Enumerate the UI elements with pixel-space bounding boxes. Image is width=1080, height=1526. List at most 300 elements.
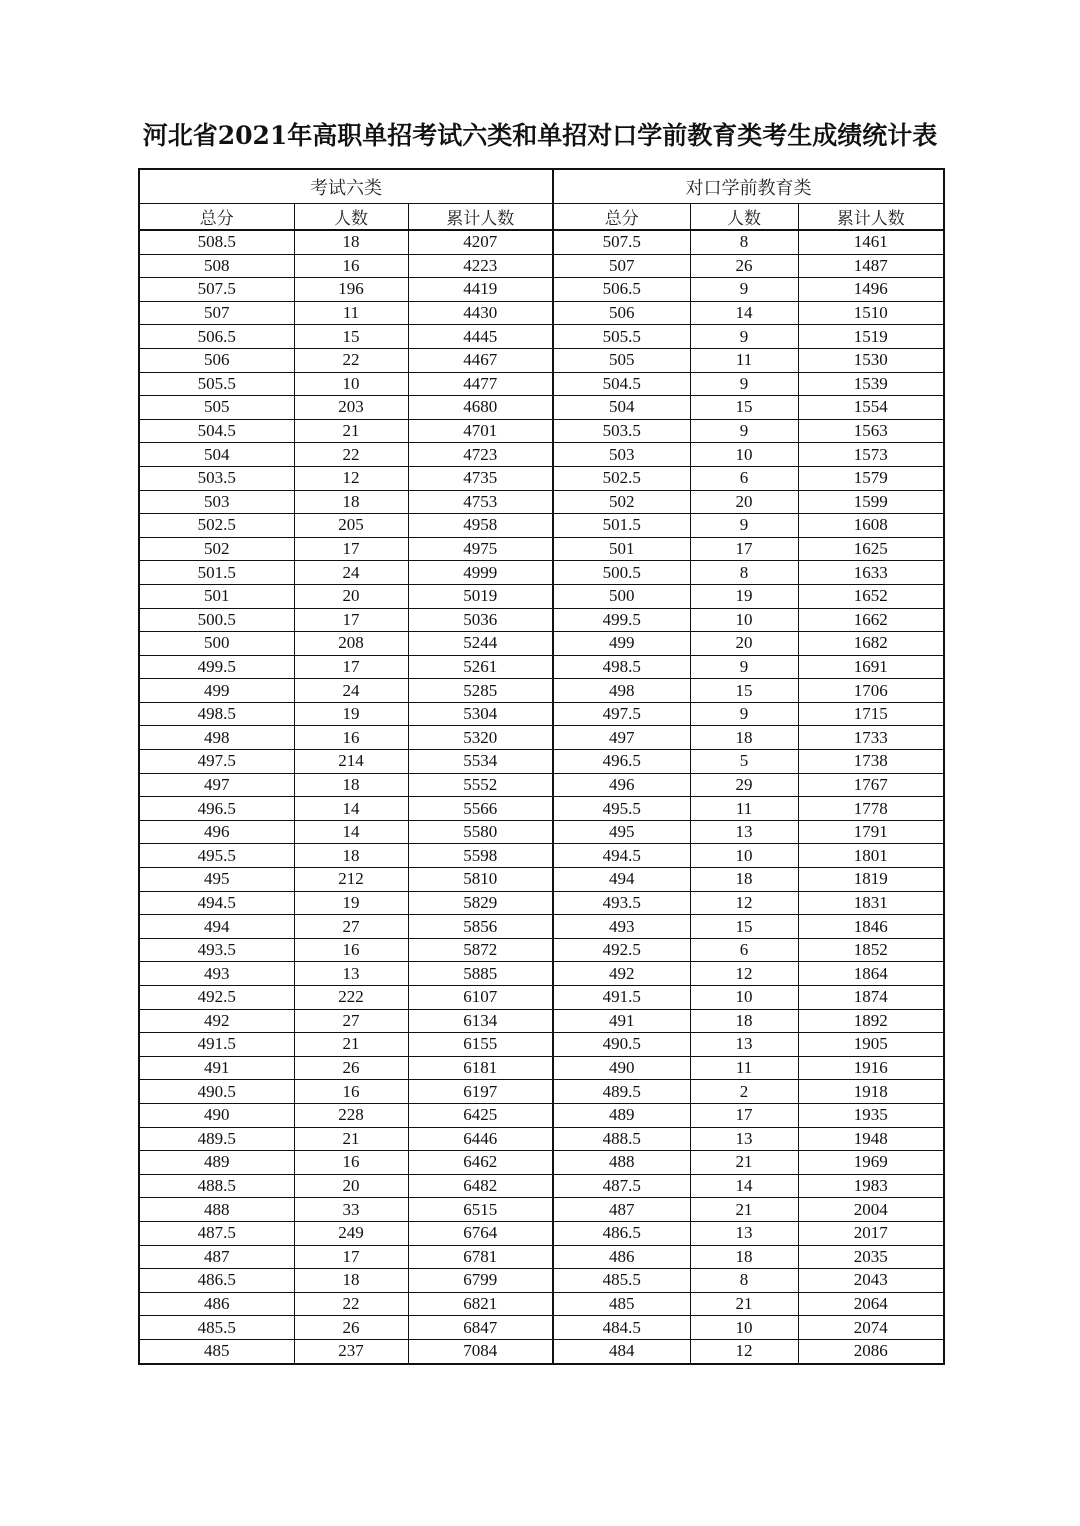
count-cell: 11 [690,348,798,372]
total-score-cell: 488 [139,1198,294,1222]
cumulative-cell: 1496 [798,278,944,302]
table-row [139,938,944,962]
table-row [139,773,944,797]
count-cell: 29 [690,773,798,797]
total-score-cell: 488.5 [139,1174,294,1198]
table-row [139,915,944,939]
count-cell: 14 [294,820,408,844]
total-score-cell: 492.5 [553,938,690,962]
count-cell: 237 [294,1339,408,1363]
table-row [139,1080,944,1104]
count-cell: 17 [294,1245,408,1269]
cumulative-cell: 1864 [798,962,944,986]
count-cell: 17 [294,537,408,561]
total-score-cell: 498.5 [553,655,690,679]
cumulative-cell: 6764 [408,1221,553,1245]
cumulative-cell: 5019 [408,584,553,608]
total-score-cell: 489.5 [553,1080,690,1104]
cumulative-cell: 1608 [798,514,944,538]
table-row [139,561,944,585]
total-score-cell: 497.5 [139,750,294,774]
cumulative-cell: 1461 [798,230,944,254]
table-row [139,1269,944,1293]
column-header-cumulative: 累计人数 [798,204,944,231]
cumulative-cell: 5566 [408,797,553,821]
table-row [139,891,944,915]
count-cell: 13 [690,1033,798,1057]
total-score-cell: 491 [139,1056,294,1080]
count-cell: 12 [690,1339,798,1363]
count-cell: 21 [690,1151,798,1175]
total-score-cell: 496.5 [139,797,294,821]
column-header-total-score: 总分 [553,204,690,231]
cumulative-cell: 1625 [798,537,944,561]
cumulative-cell: 4445 [408,325,553,349]
cumulative-cell: 1530 [798,348,944,372]
table-row [139,466,944,490]
table-row [139,750,944,774]
total-score-cell: 487.5 [553,1174,690,1198]
total-score-cell: 505 [139,396,294,420]
count-cell: 18 [690,1245,798,1269]
total-score-cell: 484 [553,1339,690,1363]
total-score-cell: 495.5 [553,797,690,821]
count-cell: 26 [294,1316,408,1340]
count-cell: 11 [690,797,798,821]
total-score-cell: 503 [139,490,294,514]
count-cell: 10 [690,986,798,1010]
cumulative-cell: 1573 [798,443,944,467]
count-cell: 15 [690,915,798,939]
table-row [139,396,944,420]
count-cell: 8 [690,1269,798,1293]
total-score-cell: 493 [139,962,294,986]
cumulative-cell: 4999 [408,561,553,585]
cumulative-cell: 4223 [408,254,553,278]
total-score-cell: 486.5 [553,1221,690,1245]
count-cell: 10 [690,608,798,632]
count-cell: 21 [294,419,408,443]
cumulative-cell: 1892 [798,1009,944,1033]
total-score-cell: 500.5 [139,608,294,632]
group-header-six-categories: 考试六类 [139,169,553,204]
table-row [139,962,944,986]
cumulative-cell: 1652 [798,584,944,608]
count-cell: 212 [294,868,408,892]
cumulative-cell: 1767 [798,773,944,797]
table-row [139,655,944,679]
cumulative-cell: 6462 [408,1151,553,1175]
cumulative-cell: 1969 [798,1151,944,1175]
group-header-preschool-education: 对口学前教育类 [553,169,944,204]
cumulative-cell: 5285 [408,679,553,703]
total-score-cell: 490 [553,1056,690,1080]
cumulative-cell: 4701 [408,419,553,443]
cumulative-cell: 6181 [408,1056,553,1080]
table-row [139,632,944,656]
table-body [139,230,944,1364]
count-cell: 10 [690,1316,798,1340]
total-score-cell: 497 [553,726,690,750]
cumulative-cell: 6781 [408,1245,553,1269]
count-cell: 10 [690,844,798,868]
total-score-cell: 497 [139,773,294,797]
table-row [139,1339,944,1363]
total-score-cell: 502 [553,490,690,514]
count-cell: 222 [294,986,408,1010]
cumulative-cell: 1935 [798,1103,944,1127]
table-row [139,230,944,254]
count-cell: 16 [294,938,408,962]
count-cell: 27 [294,1009,408,1033]
total-score-cell: 507.5 [553,230,690,254]
table-row [139,868,944,892]
cumulative-cell: 1983 [798,1174,944,1198]
count-cell: 16 [294,1080,408,1104]
cumulative-cell: 6847 [408,1316,553,1340]
total-score-cell: 497.5 [553,702,690,726]
cumulative-cell: 1916 [798,1056,944,1080]
count-cell: 21 [690,1292,798,1316]
cumulative-cell: 1905 [798,1033,944,1057]
total-score-cell: 506.5 [139,325,294,349]
count-cell: 20 [690,490,798,514]
total-score-cell: 505.5 [553,325,690,349]
cumulative-cell: 4207 [408,230,553,254]
total-score-cell: 499 [139,679,294,703]
count-cell: 9 [690,702,798,726]
total-score-cell: 494 [553,868,690,892]
column-header-count: 人数 [690,204,798,231]
table-row [139,537,944,561]
total-score-cell: 495.5 [139,844,294,868]
count-cell: 8 [690,230,798,254]
total-score-cell: 489.5 [139,1127,294,1151]
count-cell: 20 [294,1174,408,1198]
count-cell: 14 [690,1174,798,1198]
total-score-cell: 485.5 [553,1269,690,1293]
total-score-cell: 503 [553,443,690,467]
total-score-cell: 493 [553,915,690,939]
count-cell: 12 [294,466,408,490]
cumulative-cell: 1579 [798,466,944,490]
table-row [139,1316,944,1340]
count-cell: 24 [294,679,408,703]
total-score-cell: 485 [139,1339,294,1363]
total-score-cell: 487 [553,1198,690,1222]
total-score-cell: 498 [553,679,690,703]
table-row [139,1103,944,1127]
total-score-cell: 502.5 [139,514,294,538]
cumulative-cell: 5598 [408,844,553,868]
total-score-cell: 491 [553,1009,690,1033]
total-score-cell: 499.5 [553,608,690,632]
count-cell: 19 [690,584,798,608]
table-row [139,1033,944,1057]
score-statistics-table [138,168,945,1365]
cumulative-cell: 1633 [798,561,944,585]
count-cell: 17 [294,608,408,632]
count-cell: 205 [294,514,408,538]
count-cell: 24 [294,561,408,585]
count-cell: 19 [294,891,408,915]
count-cell: 228 [294,1103,408,1127]
table-row [139,443,944,467]
table-row [139,419,944,443]
count-cell: 14 [294,797,408,821]
table-row [139,1009,944,1033]
total-score-cell: 508.5 [139,230,294,254]
cumulative-cell: 1819 [798,868,944,892]
count-cell: 18 [294,1269,408,1293]
total-score-cell: 487 [139,1245,294,1269]
count-cell: 13 [690,1127,798,1151]
count-cell: 18 [690,1009,798,1033]
total-score-cell: 492 [139,1009,294,1033]
table-row [139,490,944,514]
cumulative-cell: 1778 [798,797,944,821]
cumulative-cell: 6821 [408,1292,553,1316]
total-score-cell: 486.5 [139,1269,294,1293]
column-header-row [139,204,944,231]
cumulative-cell: 1487 [798,254,944,278]
count-cell: 11 [294,301,408,325]
cumulative-cell: 5552 [408,773,553,797]
table-row [139,608,944,632]
total-score-cell: 491.5 [139,1033,294,1057]
table-row [139,797,944,821]
document-title: 河北省2021年高职单招考试六类和单招对口学前教育类考生成绩统计表 [142,121,938,150]
cumulative-cell: 1801 [798,844,944,868]
cumulative-cell: 4467 [408,348,553,372]
count-cell: 26 [690,254,798,278]
cumulative-cell: 5580 [408,820,553,844]
total-score-cell: 505 [553,348,690,372]
count-cell: 15 [690,679,798,703]
table-row [139,325,944,349]
count-cell: 10 [690,443,798,467]
count-cell: 17 [294,655,408,679]
total-score-cell: 490 [139,1103,294,1127]
count-cell: 5 [690,750,798,774]
cumulative-cell: 6482 [408,1174,553,1198]
count-cell: 9 [690,655,798,679]
cumulative-cell: 4958 [408,514,553,538]
count-cell: 13 [294,962,408,986]
total-score-cell: 506 [553,301,690,325]
table-row [139,278,944,302]
column-header-count: 人数 [294,204,408,231]
table-row [139,1151,944,1175]
total-score-cell: 500 [553,584,690,608]
column-header-total-score: 总分 [139,204,294,231]
total-score-cell: 496 [553,773,690,797]
cumulative-cell: 5244 [408,632,553,656]
cumulative-cell: 1662 [798,608,944,632]
cumulative-cell: 4430 [408,301,553,325]
count-cell: 8 [690,561,798,585]
total-score-cell: 504 [139,443,294,467]
total-score-cell: 504.5 [553,372,690,396]
count-cell: 22 [294,348,408,372]
cumulative-cell: 5036 [408,608,553,632]
cumulative-cell: 1554 [798,396,944,420]
count-cell: 18 [294,844,408,868]
cumulative-cell: 2004 [798,1198,944,1222]
table-row [139,1056,944,1080]
cumulative-cell: 5261 [408,655,553,679]
total-score-cell: 488.5 [553,1127,690,1151]
total-score-cell: 501 [553,537,690,561]
cumulative-cell: 1874 [798,986,944,1010]
table-row [139,844,944,868]
cumulative-cell: 5304 [408,702,553,726]
table-row [139,726,944,750]
cumulative-cell: 6425 [408,1103,553,1127]
total-score-cell: 491.5 [553,986,690,1010]
count-cell: 13 [690,1221,798,1245]
count-cell: 21 [294,1033,408,1057]
count-cell: 18 [294,230,408,254]
total-score-cell: 495 [553,820,690,844]
count-cell: 208 [294,632,408,656]
cumulative-cell: 2064 [798,1292,944,1316]
cumulative-cell: 5856 [408,915,553,939]
total-score-cell: 488 [553,1151,690,1175]
table-row [139,348,944,372]
table-row [139,301,944,325]
count-cell: 16 [294,254,408,278]
cumulative-cell: 6446 [408,1127,553,1151]
count-cell: 18 [690,868,798,892]
total-score-cell: 493.5 [553,891,690,915]
cumulative-cell: 1563 [798,419,944,443]
total-score-cell: 499 [553,632,690,656]
count-cell: 15 [690,396,798,420]
total-score-cell: 501.5 [553,514,690,538]
count-cell: 18 [690,726,798,750]
cumulative-cell: 1599 [798,490,944,514]
cumulative-cell: 2074 [798,1316,944,1340]
cumulative-cell: 1948 [798,1127,944,1151]
total-score-cell: 485 [553,1292,690,1316]
total-score-cell: 499.5 [139,655,294,679]
total-score-cell: 502.5 [553,466,690,490]
cumulative-cell: 4975 [408,537,553,561]
total-score-cell: 489 [139,1151,294,1175]
total-score-cell: 507 [139,301,294,325]
count-cell: 9 [690,419,798,443]
total-score-cell: 508 [139,254,294,278]
total-score-cell: 496 [139,820,294,844]
table-row [139,820,944,844]
total-score-cell: 506 [139,348,294,372]
cumulative-cell: 1846 [798,915,944,939]
count-cell: 17 [690,1103,798,1127]
total-score-cell: 484.5 [553,1316,690,1340]
count-cell: 214 [294,750,408,774]
total-score-cell: 490.5 [553,1033,690,1057]
count-cell: 22 [294,443,408,467]
total-score-cell: 486 [553,1245,690,1269]
cumulative-cell: 1715 [798,702,944,726]
count-cell: 20 [690,632,798,656]
cumulative-cell: 1733 [798,726,944,750]
total-score-cell: 486 [139,1292,294,1316]
total-score-cell: 500 [139,632,294,656]
count-cell: 15 [294,325,408,349]
total-score-cell: 506.5 [553,278,690,302]
cumulative-cell: 7084 [408,1339,553,1363]
table-row [139,372,944,396]
cumulative-cell: 1539 [798,372,944,396]
cumulative-cell: 1519 [798,325,944,349]
count-cell: 9 [690,278,798,302]
cumulative-cell: 2017 [798,1221,944,1245]
count-cell: 14 [690,301,798,325]
total-score-cell: 495 [139,868,294,892]
total-score-cell: 494.5 [139,891,294,915]
table-row [139,1174,944,1198]
total-score-cell: 494 [139,915,294,939]
table-row [139,1245,944,1269]
total-score-cell: 503.5 [139,466,294,490]
cumulative-cell: 6134 [408,1009,553,1033]
total-score-cell: 501.5 [139,561,294,585]
total-score-cell: 502 [139,537,294,561]
table-row [139,986,944,1010]
cumulative-cell: 1791 [798,820,944,844]
cumulative-cell: 2086 [798,1339,944,1363]
cumulative-cell: 1918 [798,1080,944,1104]
count-cell: 196 [294,278,408,302]
total-score-cell: 492 [553,962,690,986]
count-cell: 19 [294,702,408,726]
total-score-cell: 501 [139,584,294,608]
group-header-row [139,169,944,204]
table-row [139,1292,944,1316]
cumulative-cell: 1691 [798,655,944,679]
total-score-cell: 490.5 [139,1080,294,1104]
count-cell: 203 [294,396,408,420]
count-cell: 9 [690,325,798,349]
cumulative-cell: 1852 [798,938,944,962]
table-row [139,584,944,608]
table-row [139,1221,944,1245]
cumulative-cell: 5829 [408,891,553,915]
total-score-cell: 485.5 [139,1316,294,1340]
total-score-cell: 504.5 [139,419,294,443]
count-cell: 6 [690,466,798,490]
cumulative-cell: 5810 [408,868,553,892]
total-score-cell: 500.5 [553,561,690,585]
table-row [139,1127,944,1151]
cumulative-cell: 5885 [408,962,553,986]
count-cell: 9 [690,514,798,538]
cumulative-cell: 6799 [408,1269,553,1293]
cumulative-cell: 4477 [408,372,553,396]
count-cell: 21 [294,1127,408,1151]
count-cell: 12 [690,962,798,986]
total-score-cell: 489 [553,1103,690,1127]
count-cell: 6 [690,938,798,962]
cumulative-cell: 4723 [408,443,553,467]
total-score-cell: 507 [553,254,690,278]
count-cell: 22 [294,1292,408,1316]
cumulative-cell: 1738 [798,750,944,774]
cumulative-cell: 5872 [408,938,553,962]
table-row [139,1198,944,1222]
